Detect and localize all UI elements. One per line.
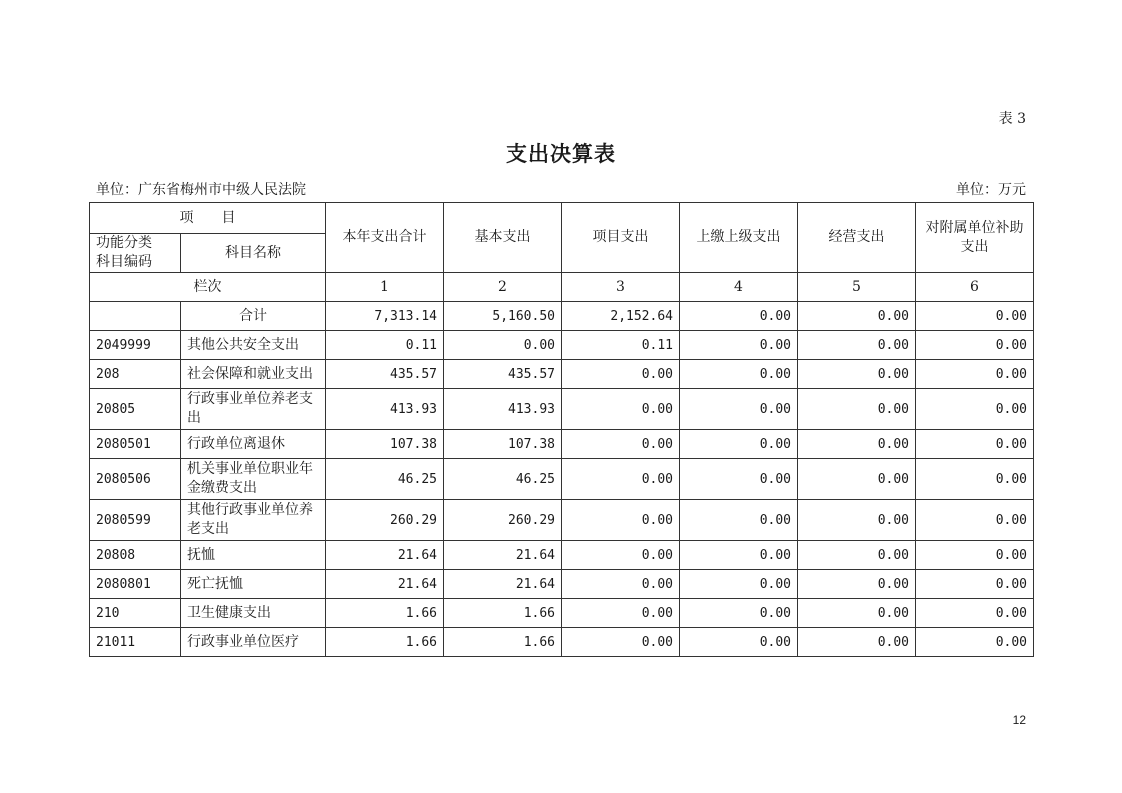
header-subsidy: 对附属单位补助支出 bbox=[916, 203, 1034, 273]
subject-name-cell: 死亡抚恤 bbox=[181, 570, 326, 599]
value-cell: 0.00 bbox=[916, 389, 1034, 430]
value-cell: 0.00 bbox=[916, 541, 1034, 570]
subject-name-cell: 抚恤 bbox=[181, 541, 326, 570]
table-row bbox=[90, 389, 1034, 430]
value-cell: 0.00 bbox=[916, 628, 1034, 657]
total-code-cell bbox=[90, 302, 181, 331]
value-cell: 0.00 bbox=[562, 599, 680, 628]
value-cell: 107.38 bbox=[326, 430, 444, 459]
header-subject-name: 科目名称 bbox=[181, 234, 326, 273]
value-cell: 0.00 bbox=[798, 500, 916, 541]
total-value: 5,160.50 bbox=[444, 302, 562, 331]
header-project-expense: 项目支出 bbox=[562, 203, 680, 273]
value-cell: 0.00 bbox=[798, 360, 916, 389]
index-label: 栏次 bbox=[90, 273, 326, 302]
total-value: 0.00 bbox=[798, 302, 916, 331]
page-title: 支出决算表 bbox=[506, 141, 616, 166]
value-cell: 0.00 bbox=[798, 389, 916, 430]
function-code-cell: 2080801 bbox=[90, 570, 181, 599]
value-cell: 21.64 bbox=[326, 541, 444, 570]
table-row bbox=[90, 599, 1034, 628]
value-cell: 0.00 bbox=[798, 570, 916, 599]
value-cell: 1.66 bbox=[326, 599, 444, 628]
function-code-cell: 21011 bbox=[90, 628, 181, 657]
value-cell: 107.38 bbox=[444, 430, 562, 459]
value-cell: 0.00 bbox=[680, 599, 798, 628]
value-cell: 0.00 bbox=[798, 599, 916, 628]
value-cell: 0.00 bbox=[562, 459, 680, 500]
subject-name-cell: 其他行政事业单位养老支出 bbox=[181, 500, 326, 541]
value-cell: 0.00 bbox=[562, 360, 680, 389]
value-cell: 0.00 bbox=[680, 430, 798, 459]
value-cell: 46.25 bbox=[326, 459, 444, 500]
index-col: 4 bbox=[680, 273, 798, 302]
value-cell: 435.57 bbox=[326, 360, 444, 389]
value-cell: 0.00 bbox=[798, 628, 916, 657]
unit-currency: 单位：万元 bbox=[956, 182, 1026, 198]
value-cell: 0.00 bbox=[680, 459, 798, 500]
table-row bbox=[90, 500, 1034, 541]
total-label: 合计 bbox=[181, 302, 326, 331]
index-col: 6 bbox=[916, 273, 1034, 302]
header-project: 项 目 bbox=[90, 203, 326, 234]
value-cell: 0.00 bbox=[680, 500, 798, 541]
value-cell: 0.00 bbox=[798, 331, 916, 360]
subject-name-cell: 行政事业单位养老支出 bbox=[181, 389, 326, 430]
value-cell: 21.64 bbox=[444, 541, 562, 570]
value-cell: 0.00 bbox=[916, 360, 1034, 389]
header-upper-payment: 上缴上级支出 bbox=[680, 203, 798, 273]
subject-name-cell: 行政事业单位医疗 bbox=[181, 628, 326, 657]
subject-name-cell: 其他公共安全支出 bbox=[181, 331, 326, 360]
value-cell: 260.29 bbox=[444, 500, 562, 541]
value-cell: 0.11 bbox=[326, 331, 444, 360]
function-code-cell: 20805 bbox=[90, 389, 181, 430]
total-value: 0.00 bbox=[680, 302, 798, 331]
function-code-cell: 2080599 bbox=[90, 500, 181, 541]
function-code-cell: 208 bbox=[90, 360, 181, 389]
total-value: 7,313.14 bbox=[326, 302, 444, 331]
value-cell: 0.00 bbox=[916, 599, 1034, 628]
value-cell: 0.00 bbox=[680, 570, 798, 599]
table-number: 表 3 bbox=[998, 111, 1026, 127]
value-cell: 0.00 bbox=[916, 500, 1034, 541]
function-code-cell: 2080506 bbox=[90, 459, 181, 500]
value-cell: 21.64 bbox=[444, 570, 562, 599]
value-cell: 0.00 bbox=[680, 360, 798, 389]
table-row bbox=[90, 430, 1034, 459]
total-row bbox=[90, 302, 1034, 331]
value-cell: 0.00 bbox=[680, 628, 798, 657]
value-cell: 0.00 bbox=[562, 541, 680, 570]
function-code-cell: 2049999 bbox=[90, 331, 181, 360]
value-cell: 435.57 bbox=[444, 360, 562, 389]
value-cell: 1.66 bbox=[444, 599, 562, 628]
subject-name-cell: 行政单位离退休 bbox=[181, 430, 326, 459]
total-value: 0.00 bbox=[916, 302, 1034, 331]
value-cell: 1.66 bbox=[326, 628, 444, 657]
value-cell: 0.00 bbox=[798, 541, 916, 570]
value-cell: 413.93 bbox=[444, 389, 562, 430]
value-cell: 0.00 bbox=[562, 500, 680, 541]
value-cell: 0.00 bbox=[798, 430, 916, 459]
table-row bbox=[90, 331, 1034, 360]
index-col: 5 bbox=[798, 273, 916, 302]
header-business: 经营支出 bbox=[798, 203, 916, 273]
table-row bbox=[90, 541, 1034, 570]
total-value: 2,152.64 bbox=[562, 302, 680, 331]
subject-name-cell: 卫生健康支出 bbox=[181, 599, 326, 628]
value-cell: 0.00 bbox=[916, 430, 1034, 459]
table-row bbox=[90, 570, 1034, 599]
page-number: 12 bbox=[1012, 713, 1026, 727]
header-basic: 基本支出 bbox=[444, 203, 562, 273]
expenditure-table bbox=[89, 202, 1034, 657]
index-col: 2 bbox=[444, 273, 562, 302]
index-col: 3 bbox=[562, 273, 680, 302]
value-cell: 260.29 bbox=[326, 500, 444, 541]
value-cell: 0.00 bbox=[562, 570, 680, 599]
value-cell: 46.25 bbox=[444, 459, 562, 500]
value-cell: 1.66 bbox=[444, 628, 562, 657]
value-cell: 0.11 bbox=[562, 331, 680, 360]
value-cell: 0.00 bbox=[916, 570, 1034, 599]
value-cell: 21.64 bbox=[326, 570, 444, 599]
function-code-cell: 2080501 bbox=[90, 430, 181, 459]
value-cell: 0.00 bbox=[562, 389, 680, 430]
table-row bbox=[90, 459, 1034, 500]
value-cell: 0.00 bbox=[680, 331, 798, 360]
index-col: 1 bbox=[326, 273, 444, 302]
subject-name-cell: 社会保障和就业支出 bbox=[181, 360, 326, 389]
value-cell: 0.00 bbox=[444, 331, 562, 360]
header-total: 本年支出合计 bbox=[326, 203, 444, 273]
value-cell: 0.00 bbox=[562, 628, 680, 657]
value-cell: 413.93 bbox=[326, 389, 444, 430]
value-cell: 0.00 bbox=[916, 331, 1034, 360]
value-cell: 0.00 bbox=[798, 459, 916, 500]
function-code-cell: 210 bbox=[90, 599, 181, 628]
subject-name-cell: 机关事业单位职业年金缴费支出 bbox=[181, 459, 326, 500]
table-row bbox=[90, 360, 1034, 389]
value-cell: 0.00 bbox=[562, 430, 680, 459]
value-cell: 0.00 bbox=[680, 389, 798, 430]
unit-organization: 单位：广东省梅州市中级人民法院 bbox=[96, 182, 306, 198]
header-function-code: 功能分类 科目编码 bbox=[90, 234, 181, 273]
table-row bbox=[90, 628, 1034, 657]
value-cell: 0.00 bbox=[680, 541, 798, 570]
function-code-cell: 20808 bbox=[90, 541, 181, 570]
value-cell: 0.00 bbox=[916, 459, 1034, 500]
